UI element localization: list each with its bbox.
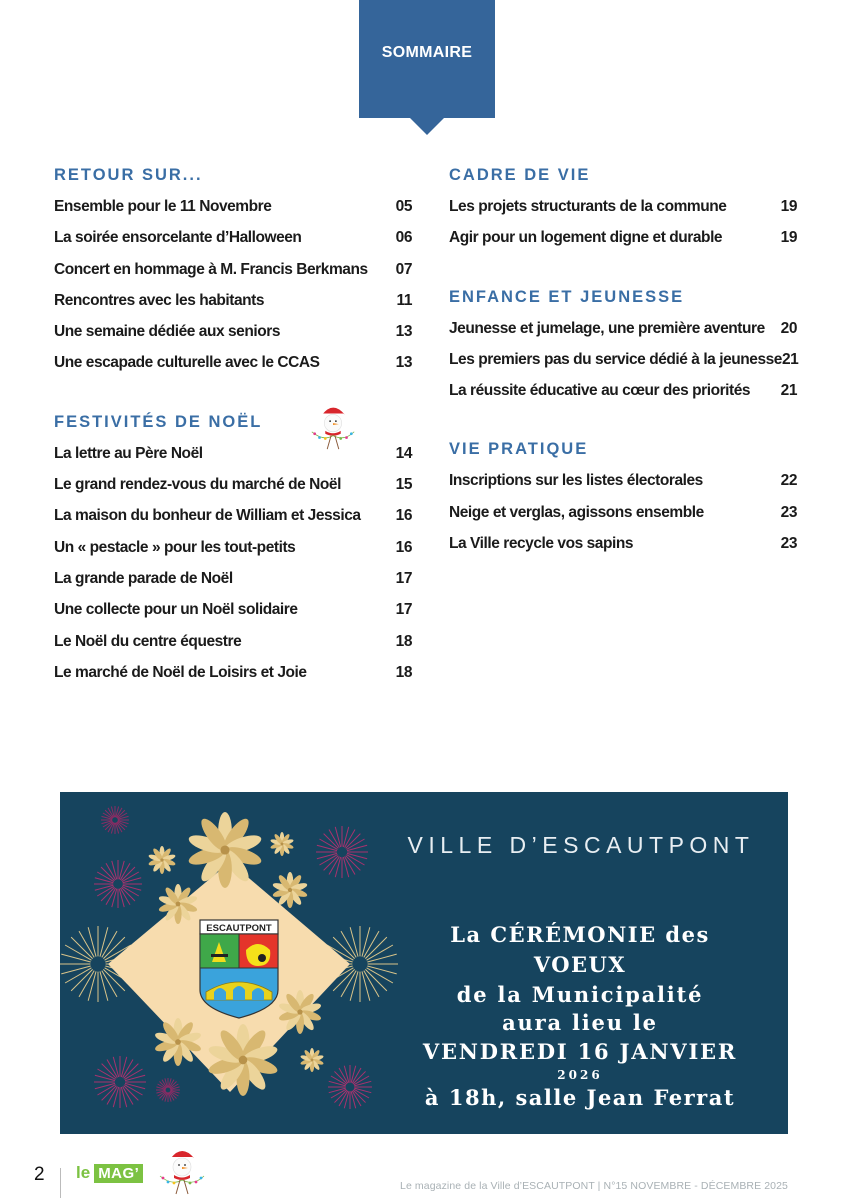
toc-entry-title: Une semaine dédiée aux seniors	[54, 323, 280, 341]
firework-icon	[101, 806, 129, 834]
gold-flower-icon	[300, 1048, 324, 1072]
toc-section	[449, 164, 797, 259]
crest-label: ESCAUTPONT	[206, 923, 272, 934]
toc-entry[interactable]	[54, 474, 412, 505]
firework-icon	[94, 1056, 146, 1108]
toc-entry-page: 13	[395, 354, 412, 372]
toc-section	[54, 411, 412, 693]
toc-entry-page: 19	[780, 198, 797, 215]
toc-section	[449, 438, 797, 564]
toc-entry-page: 16	[395, 538, 412, 556]
toc-entry-title: Les projets structurants de la commune	[449, 198, 727, 215]
snowman-icon	[306, 399, 360, 453]
announcement	[400, 920, 760, 1113]
crest-icon	[200, 920, 278, 1018]
footer-tagline: Le magazine de la Ville d’ESCAUTPONT | N°15 NOVEMBRE - DÉCEMBRE 2025	[400, 1180, 788, 1192]
toc-entry-page: 22	[780, 472, 797, 490]
toc-entry-page: 21	[781, 350, 799, 368]
toc-entry-page: 23	[780, 503, 797, 521]
page-title: SOMMAIRE	[381, 44, 473, 61]
toc-left-column	[54, 164, 412, 720]
toc-entry-title: Le grand rendez-vous du marché de Noël	[54, 476, 341, 494]
footer-divider	[60, 1168, 61, 1198]
sommaire-tab	[359, 0, 495, 118]
toc-entry[interactable]	[54, 321, 412, 352]
toc-entry[interactable]	[449, 196, 797, 227]
logo-le: le	[76, 1163, 91, 1182]
firework-icon	[316, 826, 368, 878]
crest-artwork	[60, 792, 400, 1134]
toc-entry-title: Neige et verglas, agissons ensemble	[449, 503, 704, 521]
section-title: VIE PRATIQUE	[449, 440, 589, 459]
toc-entry-title: La grande parade de Noël	[54, 569, 233, 587]
toc-entry[interactable]	[449, 470, 797, 501]
toc-entry[interactable]	[54, 259, 412, 290]
section-title: CADRE DE VIE	[449, 166, 591, 184]
firework-icon	[156, 1078, 180, 1102]
toc-entry-page: 15	[395, 476, 412, 494]
toc-entry[interactable]	[54, 599, 412, 630]
toc-entry[interactable]	[54, 196, 412, 227]
toc-entry-page: 05	[395, 198, 412, 215]
toc-entry[interactable]	[54, 662, 412, 693]
logo-mag: MAG’	[94, 1164, 143, 1183]
toc-entry[interactable]	[449, 349, 797, 380]
toc-entry-title: Un « pestacle » pour les tout-petits	[54, 538, 296, 556]
toc-entry-page: 13	[395, 323, 412, 341]
toc-entry-title: La maison du bonheur de William et Jessica	[54, 507, 361, 525]
toc-entry-title: Une collecte pour un Noël solidaire	[54, 601, 298, 619]
toc-entry[interactable]	[54, 290, 412, 321]
gold-flower-icon	[270, 832, 294, 856]
toc-entry-title: Concert en hommage à M. Francis Berkmans	[54, 260, 368, 278]
page-number: 2	[34, 1164, 45, 1185]
toc-entry-title: Jeunesse et jumelage, une première aventure	[449, 319, 765, 337]
toc-entry-page: 20	[780, 319, 797, 337]
toc-entry-title: Agir pour un logement digne et durable	[449, 229, 723, 247]
section-title: RETOUR SUR...	[54, 166, 203, 184]
toc-entry-page: 07	[395, 260, 412, 278]
toc-right-column	[449, 164, 797, 591]
toc-entry-page: 11	[396, 291, 412, 309]
toc-entry-title: La Ville recycle vos sapins	[449, 535, 634, 553]
toc-entry-page: 17	[395, 569, 412, 587]
toc-entry-title: La réussite éducative au cœur des priorités	[449, 382, 751, 400]
toc-entry[interactable]	[54, 227, 412, 258]
toc-entry-title: La soirée ensorcelante d’Halloween	[54, 229, 302, 247]
firework-icon	[328, 1065, 372, 1109]
toc-entry-page: 23	[780, 535, 797, 553]
toc-entry[interactable]	[449, 380, 797, 411]
announcement-line: La CÉRÉMONIE des VOEUX	[450, 922, 710, 977]
toc-entry-page: 19	[780, 229, 797, 247]
toc-entry-page: 18	[395, 663, 412, 681]
toc-entry-page: 16	[395, 507, 412, 525]
section-title: ENFANCE ET JEUNESSE	[449, 287, 685, 306]
toc-entry-title: Rencontres avec les habitants	[54, 291, 265, 309]
gold-flower-icon	[187, 812, 264, 888]
toc-entry-title: Ensemble pour le 11 Novembre	[54, 198, 272, 215]
toc-entry[interactable]	[54, 505, 412, 536]
toc-section	[54, 164, 412, 384]
toc-entry-page: 06	[395, 229, 412, 247]
announcement-line: aura lieu le	[502, 1010, 658, 1035]
toc-entry[interactable]	[449, 318, 797, 349]
announcement-year: 2026	[557, 1068, 603, 1082]
lemag-logo	[76, 1163, 143, 1183]
announcement-venue: à 18h, salle Jean Ferrat	[424, 1085, 736, 1110]
toc-entry[interactable]	[449, 502, 797, 533]
toc-entry[interactable]	[54, 537, 412, 568]
announcement-line: de la Municipalité	[456, 982, 704, 1007]
toc-entry-title: Le marché de Noël de Loisirs et Joie	[54, 663, 307, 681]
toc-entry[interactable]	[54, 352, 412, 383]
toc-entry-page: 14	[395, 444, 412, 462]
toc-entry-title: La lettre au Père Noël	[54, 444, 203, 462]
firework-icon	[94, 860, 142, 908]
toc-entry[interactable]	[449, 533, 797, 564]
toc-entry-page: 21	[780, 382, 797, 400]
section-title: FESTIVITÉS DE NOËL	[54, 412, 263, 431]
toc-entry[interactable]	[449, 227, 797, 258]
snowman-icon	[154, 1142, 210, 1198]
city-name: VILLE D’ESCAUTPONT	[407, 832, 755, 858]
toc-entry-title: Les premiers pas du service dédié à la jeunesse	[449, 350, 782, 368]
toc-entry-page: 18	[395, 632, 412, 650]
announcement-date: VENDREDI 16 JANVIER	[422, 1039, 738, 1064]
toc-entry[interactable]	[54, 631, 412, 662]
toc-entry-title: Une escapade culturelle avec le CCAS	[54, 354, 320, 372]
toc-section	[449, 286, 797, 412]
ceremony-banner	[60, 792, 788, 1134]
toc-entry-page: 17	[395, 601, 412, 619]
gold-flower-icon	[148, 846, 176, 874]
toc-entry-title: Le Noël du centre équestre	[54, 632, 242, 650]
toc-entry[interactable]	[54, 568, 412, 599]
toc-entry-title: Inscriptions sur les listes électorales	[449, 472, 703, 490]
